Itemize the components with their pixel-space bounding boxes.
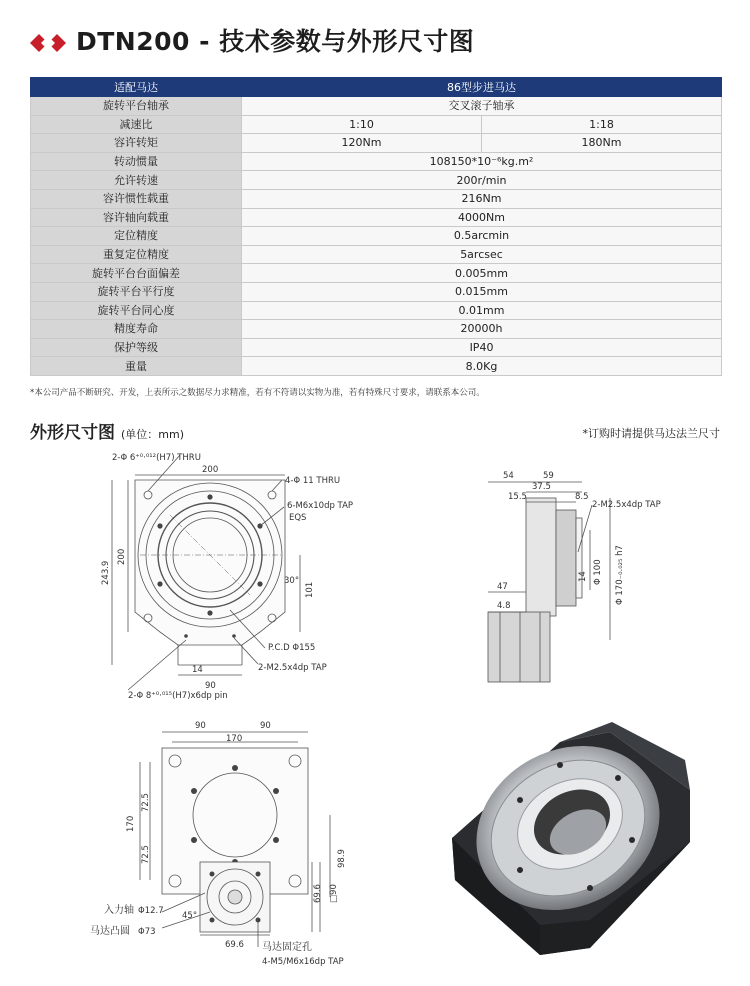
row-value: 180Nm <box>482 134 722 153</box>
section-unit: (单位：mm) <box>121 428 185 441</box>
side-tap-label: 2-M2.5x4dp TAP <box>592 500 661 510</box>
row-label: 旋转平台轴承 <box>31 97 242 116</box>
height-200-label: 200 <box>117 548 127 565</box>
pin-top-label: 2-Φ 6⁺⁰·⁰¹²(H7) THRU <box>112 453 201 463</box>
front-view-drawing <box>112 455 300 690</box>
dim-47-label: 47 <box>497 582 508 592</box>
dim-37-5-label: 37.5 <box>532 482 551 492</box>
dim-14-side-label: 14 <box>578 571 588 582</box>
tap-6-label: 6-M6x10dp TAP <box>287 501 354 511</box>
product-photo <box>448 715 690 955</box>
phi-100-label: Φ 100 <box>593 559 603 585</box>
dim-69-6h-label: 69.6 <box>225 940 244 950</box>
row-label: 容许轴向载重 <box>31 208 242 227</box>
dim-54-label: 54 <box>503 471 514 481</box>
phi-73-label: Φ73 <box>138 927 156 937</box>
phi-170-label: Φ 170₋₀.₀₂₅ h7 <box>615 545 625 605</box>
dim-8-5-label: 8.5 <box>575 492 589 502</box>
row-label: 容许转矩 <box>31 134 242 153</box>
pcd-label: P.C.D Φ155 <box>268 643 316 653</box>
dim-90-label: 90 <box>205 681 216 691</box>
row-label: 精度寿命 <box>31 320 242 339</box>
dim-98-9-label: 98.9 <box>337 849 347 868</box>
dim-101-label: 101 <box>305 581 315 598</box>
row-value: 108150*10⁻⁶kg.m² <box>242 152 722 171</box>
row-value: 0.01mm <box>242 301 722 320</box>
disclaimer-note: *本公司产品不断研究、开发，上表所示之数据尽力求精准，若有不符请以实物为准，若有特殊尺寸要求，请联系本公司。 <box>30 388 485 398</box>
page-title: DTN200 - 技术参数与外形尺寸图 <box>76 27 475 56</box>
row-label: 重量 <box>31 357 242 376</box>
row-label: 旋转平台平行度 <box>31 282 242 301</box>
height-243-label: 243.9 <box>101 560 111 585</box>
row-value: 216Nm <box>242 189 722 208</box>
dim-59-label: 59 <box>543 471 554 481</box>
row-value: 0.015mm <box>242 282 722 301</box>
row-value: 200r/min <box>242 171 722 190</box>
eqs-label: EQS <box>289 513 307 523</box>
bottom-view-drawing <box>140 732 330 947</box>
row-label: 允许转速 <box>31 171 242 190</box>
row-value: 8.0Kg <box>242 357 722 376</box>
width-200-label: 200 <box>202 465 219 475</box>
dim-69-6v-label: 69.6 <box>313 884 323 903</box>
dim-15-5-label: 15.5 <box>508 492 527 502</box>
row-label: 定位精度 <box>31 227 242 246</box>
dim-90a-label: 90 <box>195 721 206 731</box>
row-label: 减速比 <box>31 115 242 134</box>
section-title-text: 外形尺寸图 <box>30 423 115 443</box>
header-label: 适配马达 <box>31 78 242 97</box>
dim-170h-label: 170 <box>126 815 136 832</box>
row-label: 旋转平台同心度 <box>31 301 242 320</box>
row-value: 1:18 <box>482 115 722 134</box>
row-value: 5arcsec <box>242 245 722 264</box>
angle-30-label: 30° <box>284 576 300 586</box>
row-label: 容许惯性载重 <box>31 189 242 208</box>
header-value: 86型步进马达 <box>242 78 722 97</box>
dim-72-5b-label: 72.5 <box>141 845 151 864</box>
tap-2-label: 2-M2.5x4dp TAP <box>258 663 327 673</box>
row-value: 1:10 <box>242 115 482 134</box>
thru-holes-label: 4-Φ 11 THRU <box>285 476 341 486</box>
square-90-label: □90 <box>329 884 339 903</box>
order-note: *订购时请提供马达法兰尺寸 <box>582 427 720 440</box>
row-value: 交叉滚子轴承 <box>242 97 722 116</box>
row-label: 转动惯量 <box>31 152 242 171</box>
dim-72-5a-label: 72.5 <box>141 793 151 812</box>
row-value: 0.5arcmin <box>242 227 722 246</box>
dim-14-label: 14 <box>192 665 203 675</box>
row-value: 120Nm <box>242 134 482 153</box>
pin-bottom-label: 2-Φ 8⁺⁰·⁰¹⁵(H7)x6dp pin <box>128 691 228 701</box>
row-value: 20000h <box>242 320 722 339</box>
dim-4-8-label: 4.8 <box>497 601 511 611</box>
row-label: 重复定位精度 <box>31 245 242 264</box>
angle-45-label: 45° <box>182 911 198 921</box>
row-label: 保护等级 <box>31 338 242 357</box>
motor-tap-label: 4-M5/M6x16dp TAP <box>262 957 344 967</box>
motor-holes-label: 马达固定孔 <box>262 942 312 953</box>
row-label: 旋转平台台面偏差 <box>31 264 242 283</box>
phi-12-7-label: Φ12.7 <box>138 906 164 916</box>
input-shaft-label: 入力轴 <box>104 905 134 916</box>
motor-boss-label: 马达凸圆 <box>90 926 130 937</box>
row-value: IP40 <box>242 338 722 357</box>
row-value: 0.005mm <box>242 264 722 283</box>
row-value: 4000Nm <box>242 208 722 227</box>
dim-170w-label: 170 <box>226 734 243 744</box>
dim-90b-label: 90 <box>260 721 271 731</box>
